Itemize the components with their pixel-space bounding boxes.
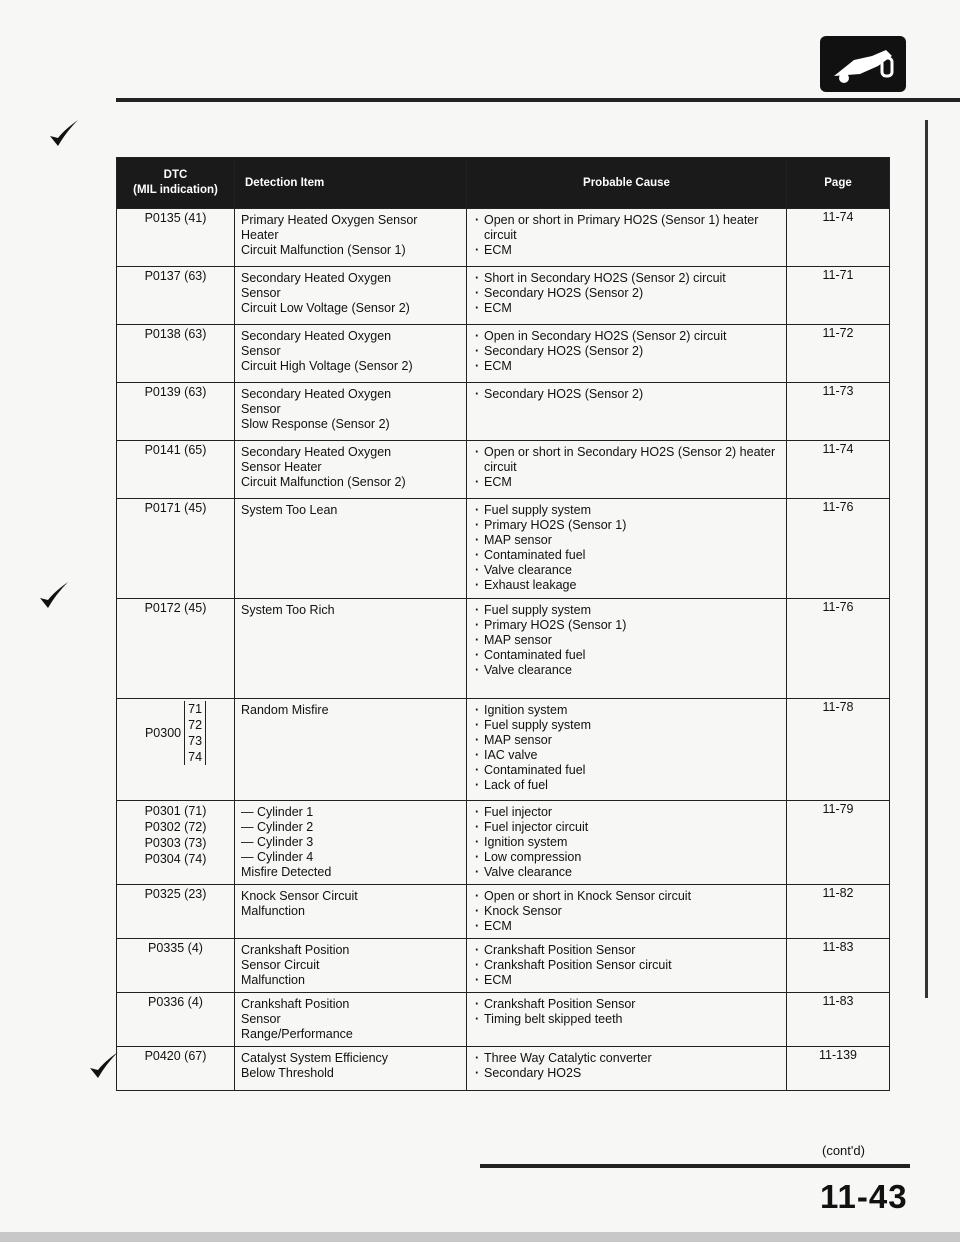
dtc-code: P0335 (4)	[148, 941, 203, 955]
table-row	[117, 801, 890, 885]
dtc-code: P0302 (72)	[144, 820, 207, 834]
probable-cause-cell	[467, 209, 787, 267]
probable-cause-item: · Exhaust leakage	[475, 578, 778, 593]
dtc-code-cell	[117, 441, 235, 499]
section-logo-icon	[820, 36, 906, 92]
dtc-header-line2: (MIL indication)	[133, 184, 218, 196]
detection-item-cell: Catalyst System Efficiency Below Threshold	[235, 1047, 467, 1091]
page-header: Page	[787, 158, 890, 209]
detection-item-cell: System Too Rich	[235, 599, 467, 699]
probable-cause-item: · ECM	[475, 475, 778, 490]
dtc-code-cell	[117, 885, 235, 939]
probable-cause-item: · Primary HO2S (Sensor 1)	[475, 518, 778, 533]
probable-cause-item: · Primary HO2S (Sensor 1)	[475, 618, 778, 633]
probable-cause-item: · Contaminated fuel	[475, 548, 778, 563]
detection-item-cell: Secondary Heated Oxygen Sensor Circuit Low Voltage (Sensor 2)	[235, 267, 467, 325]
dtc-code: P0420 (67)	[144, 1049, 207, 1063]
table-row	[117, 441, 890, 499]
table-row	[117, 699, 890, 801]
margin-check-mark-icon	[46, 118, 80, 150]
table-row	[117, 209, 890, 267]
probable-cause-item: · ECM	[475, 973, 778, 988]
probable-cause-item: · Valve clearance	[475, 563, 778, 578]
probable-cause-item: · Fuel injector	[475, 805, 778, 820]
page-reference-cell: 11-83	[787, 993, 890, 1047]
detection-item-cell: Secondary Heated Oxygen Sensor Heater Circuit Malfunction (Sensor 2)	[235, 441, 467, 499]
dtc-code-cell	[117, 699, 235, 801]
dtc-code: P0139 (63)	[144, 385, 207, 399]
dtc-code-cell	[117, 939, 235, 993]
mil-code-group	[184, 701, 206, 765]
probable-cause-item: · Crankshaft Position Sensor circuit	[475, 958, 778, 973]
detection-item-cell: Random Misfire	[235, 699, 467, 801]
probable-cause-item: · Lack of fuel	[475, 778, 778, 793]
detection-item-cell: Crankshaft Position Sensor Range/Performance	[235, 993, 467, 1047]
page-reference-cell: 11-76	[787, 499, 890, 599]
probable-cause-item: · Open or short in Knock Sensor circuit	[475, 889, 778, 904]
detection-item-cell: Secondary Heated Oxygen Sensor Circuit High Voltage (Sensor 2)	[235, 325, 467, 383]
probable-cause-item: · Open in Secondary HO2S (Sensor 2) circuit	[475, 329, 778, 344]
margin-rule	[925, 120, 928, 998]
probable-cause-item: · Fuel injector circuit	[475, 820, 778, 835]
page-reference-cell: 11-79	[787, 801, 890, 885]
probable-cause-item: · Timing belt skipped teeth	[475, 1012, 778, 1027]
page-reference-cell: 11-78	[787, 699, 890, 801]
table-row	[117, 993, 890, 1047]
dtc-code: P0138 (63)	[144, 327, 207, 341]
probable-cause-item: · MAP sensor	[475, 633, 778, 648]
probable-cause-item: · Fuel supply system	[475, 603, 778, 618]
probable-cause-cell	[467, 383, 787, 441]
probable-cause-item: · ECM	[475, 359, 778, 374]
dtc-code-cell	[117, 267, 235, 325]
probable-cause-cell	[467, 885, 787, 939]
detection-item-header: Detection Item	[235, 158, 467, 209]
detection-item-cell: Crankshaft Position Sensor Circuit Malfunction	[235, 939, 467, 993]
table-row	[117, 383, 890, 441]
bottom-rule	[480, 1164, 910, 1168]
footer-strip	[0, 1232, 960, 1242]
dtc-column-header	[117, 158, 235, 209]
page-reference-cell: 11-83	[787, 939, 890, 993]
probable-cause-header: Probable Cause	[467, 158, 787, 209]
table-row	[117, 267, 890, 325]
probable-cause-item: · Three Way Catalytic converter	[475, 1051, 778, 1066]
table-header-row	[117, 158, 890, 209]
probable-cause-item: · Valve clearance	[475, 663, 778, 678]
table-row	[117, 885, 890, 939]
dtc-code: P0300	[144, 725, 182, 740]
page-reference-cell: 11-71	[787, 267, 890, 325]
dtc-code: P0137 (63)	[144, 269, 207, 283]
probable-cause-item: · ECM	[475, 919, 778, 934]
dtc-code-cell	[117, 801, 235, 885]
dtc-code-cell	[117, 599, 235, 699]
probable-cause-item: · Ignition system	[475, 703, 778, 718]
probable-cause-cell	[467, 1047, 787, 1091]
detection-item-cell: Knock Sensor Circuit Malfunction	[235, 885, 467, 939]
dtc-code: P0171 (45)	[144, 501, 207, 515]
dtc-code-cell	[117, 383, 235, 441]
probable-cause-cell	[467, 499, 787, 599]
probable-cause-item: · ECM	[475, 243, 778, 258]
table-row	[117, 1047, 890, 1091]
detection-item-cell: — Cylinder 1 — Cylinder 2 — Cylinder 3 — Cylinder 4 Misfire Detected	[235, 801, 467, 885]
probable-cause-item: · Short in Secondary HO2S (Sensor 2) circuit	[475, 271, 778, 286]
page-reference-cell: 11-139	[787, 1047, 890, 1091]
detection-item-cell: System Too Lean	[235, 499, 467, 599]
dtc-code: P0304 (74)	[144, 852, 207, 866]
table-row	[117, 325, 890, 383]
mil-code: 72	[188, 718, 203, 732]
probable-cause-item: · Contaminated fuel	[475, 763, 778, 778]
page-reference-cell: 11-76	[787, 599, 890, 699]
probable-cause-item: · ECM	[475, 301, 778, 316]
table-row	[117, 939, 890, 993]
table-row	[117, 499, 890, 599]
probable-cause-item: · Contaminated fuel	[475, 648, 778, 663]
probable-cause-item: · Valve clearance	[475, 865, 778, 880]
mil-code: 74	[188, 750, 203, 764]
probable-cause-cell	[467, 325, 787, 383]
dtc-code: P0325 (23)	[144, 887, 207, 901]
dtc-code-cell	[117, 1047, 235, 1091]
dtc-code: P0303 (73)	[144, 836, 207, 850]
dtc-code: P0172 (45)	[144, 601, 207, 615]
probable-cause-item: · Crankshaft Position Sensor	[475, 997, 778, 1012]
dtc-code-cell	[117, 325, 235, 383]
dtc-code: P0135 (41)	[144, 211, 207, 225]
probable-cause-cell	[467, 939, 787, 993]
probable-cause-cell	[467, 993, 787, 1047]
probable-cause-item: · Secondary HO2S (Sensor 2)	[475, 286, 778, 301]
dtc-code-cell	[117, 209, 235, 267]
dtc-code-cell	[117, 993, 235, 1047]
margin-check-mark-icon	[86, 1050, 120, 1082]
dtc-code-cell	[117, 499, 235, 599]
probable-cause-item: · Ignition system	[475, 835, 778, 850]
probable-cause-cell	[467, 801, 787, 885]
probable-cause-item: · Open or short in Primary HO2S (Sensor 1) heater circuit	[475, 213, 778, 243]
page-reference-cell: 11-73	[787, 383, 890, 441]
dtc-table-body	[117, 209, 890, 1091]
probable-cause-item: · Crankshaft Position Sensor	[475, 943, 778, 958]
probable-cause-item: · Knock Sensor	[475, 904, 778, 919]
page-reference-cell: 11-74	[787, 209, 890, 267]
probable-cause-cell	[467, 267, 787, 325]
mil-code: 73	[188, 734, 203, 748]
probable-cause-item: · Fuel supply system	[475, 718, 778, 733]
continued-label: (cont'd)	[822, 1143, 865, 1158]
page-reference-cell: 11-74	[787, 441, 890, 499]
dtc-code: P0141 (65)	[144, 443, 207, 457]
dtc-code: P0301 (71)	[144, 804, 207, 818]
page-reference-cell: 11-82	[787, 885, 890, 939]
mil-code: 71	[188, 702, 203, 716]
probable-cause-cell	[467, 441, 787, 499]
probable-cause-item: · MAP sensor	[475, 733, 778, 748]
page-reference-cell: 11-72	[787, 325, 890, 383]
dtc-code: P0336 (4)	[148, 995, 203, 1009]
table-row	[117, 599, 890, 699]
probable-cause-cell	[467, 699, 787, 801]
probable-cause-item: · Open or short in Secondary HO2S (Sensor 2) heater circuit	[475, 445, 778, 475]
dtc-table	[116, 157, 890, 1091]
page-number: 11-43	[820, 1178, 908, 1215]
top-rule	[116, 98, 960, 102]
probable-cause-item: · MAP sensor	[475, 533, 778, 548]
probable-cause-item: · Secondary HO2S (Sensor 2)	[475, 344, 778, 359]
probable-cause-item: · Low compression	[475, 850, 778, 865]
detection-item-cell: Secondary Heated Oxygen Sensor Slow Response (Sensor 2)	[235, 383, 467, 441]
detection-item-cell: Primary Heated Oxygen Sensor Heater Circuit Malfunction (Sensor 1)	[235, 209, 467, 267]
probable-cause-item: · Secondary HO2S (Sensor 2)	[475, 387, 778, 402]
probable-cause-item: · IAC valve	[475, 748, 778, 763]
dtc-header-line1: DTC	[163, 169, 188, 181]
probable-cause-item: · Secondary HO2S	[475, 1066, 778, 1081]
probable-cause-cell	[467, 599, 787, 699]
probable-cause-item: · Fuel supply system	[475, 503, 778, 518]
margin-check-mark-icon	[36, 580, 70, 612]
